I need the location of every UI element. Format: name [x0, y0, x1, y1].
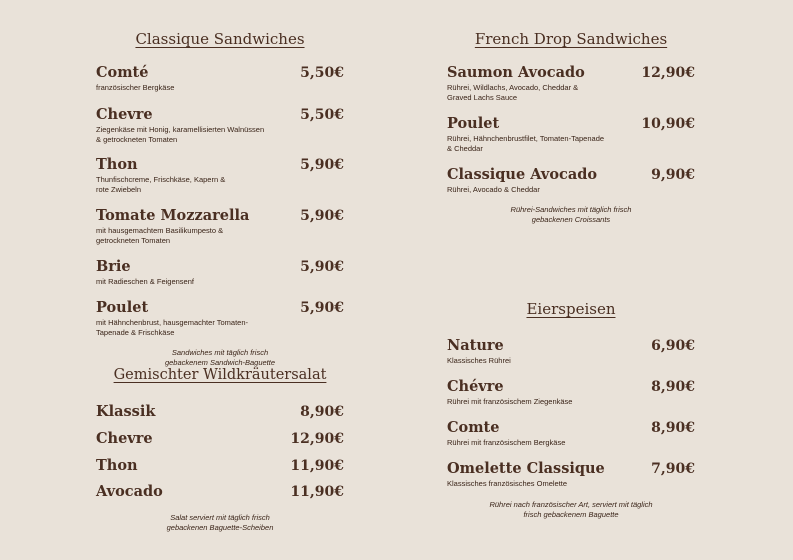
item-price: 11,90€ — [290, 484, 344, 500]
menu-item-chevre — [96, 106, 344, 144]
salad-item-avocado — [96, 483, 344, 500]
section-title-french-drop-sandwiches: French Drop Sandwiches — [474, 30, 668, 48]
item-description: mit Hähnchenbrust, hausgemachter Tomaten-Tapenade & Frischkäse — [96, 318, 249, 337]
menu-item-saumon-avocado — [447, 64, 695, 102]
item-description: mit hausgemachtem Basilikumpesto & getrockneten Tomaten — [96, 226, 224, 245]
salad-item-thon — [96, 457, 344, 474]
egg-item-nature — [447, 337, 695, 366]
item-name: Nature — [447, 337, 504, 354]
item-name: Thon — [96, 156, 138, 173]
item-name: Omelette Classique — [447, 460, 605, 477]
item-price: 8,90€ — [651, 379, 695, 395]
item-name: Comte — [447, 419, 500, 436]
item-price: 9,90€ — [651, 167, 695, 183]
item-name: Comté — [96, 64, 149, 81]
item-price: 11,90€ — [290, 458, 344, 474]
item-name: Klassik — [96, 403, 156, 420]
menu-item-comte — [96, 64, 344, 93]
item-description: Rührei mit französischem Ziegenkäse — [447, 397, 573, 406]
item-description: Rührei, Avocado & Cheddar — [447, 185, 540, 194]
item-name: Poulet — [447, 115, 500, 132]
item-price: 7,90€ — [651, 461, 695, 477]
item-name: Tomate Mozzarella — [96, 207, 250, 224]
item-price: 10,90€ — [641, 116, 695, 132]
item-price: 5,90€ — [300, 300, 344, 316]
item-name: Poulet — [96, 299, 149, 316]
item-name: Saumon Avocado — [447, 64, 585, 81]
section-title-wildkraeutersalat: Gemischter Wildkräutersalat — [113, 367, 327, 383]
item-description: Klassisches französisches Omelette — [447, 479, 568, 488]
classique-note: Sandwiches mit täglich frisch gebackenem Sandwich-Baguette — [164, 348, 276, 367]
item-name: Chévre — [447, 378, 504, 395]
item-description: Rührei, Wildlachs, Avocado, Cheddar & Graved Lachs Sauce — [447, 83, 579, 102]
item-price: 8,90€ — [651, 420, 695, 436]
item-name: Avocado — [96, 483, 163, 500]
item-description: Ziegenkäse mit Honig, karamellisierten Walnüssen & getrockneten Tomaten — [96, 125, 265, 144]
item-price: 8,90€ — [300, 404, 344, 420]
item-price: 5,50€ — [300, 107, 344, 123]
section-title-eierspeisen: Eierspeisen — [526, 300, 616, 318]
item-description: Thunfischcreme, Frischkäse, Kapern & rote Zwiebeln — [96, 175, 226, 194]
item-name: Classique Avocado — [447, 166, 598, 183]
item-name: Brie — [96, 258, 131, 275]
item-price: 12,90€ — [290, 431, 344, 447]
menu-item-poulet — [96, 299, 344, 337]
menu-item-brie — [96, 258, 344, 287]
french-drop-note: Rührei-Sandwiches mit täglich frisch gebackenen Croissants — [510, 205, 632, 224]
item-price: 5,90€ — [300, 208, 344, 224]
item-price: 5,90€ — [300, 157, 344, 173]
item-price: 6,90€ — [651, 338, 695, 354]
item-price: 5,50€ — [300, 65, 344, 81]
item-price: 5,90€ — [300, 259, 344, 275]
eier-note: Rührei nach französischer Art, serviert mit täglich frisch gebackenem Baguette — [489, 500, 653, 519]
salad-item-klassik — [96, 403, 344, 420]
menu-item-poulet-drop — [447, 115, 695, 153]
menu-item-classique-avocado — [447, 166, 695, 195]
item-description: Klassisches Rührei — [447, 356, 511, 365]
item-name: Thon — [96, 457, 138, 474]
salat-note: Salat serviert mit täglich frisch gebackenen Baguette-Scheiben — [166, 513, 274, 532]
menu-item-thon — [96, 156, 344, 194]
item-description: mit Radieschen & Feigensenf — [96, 277, 194, 286]
egg-item-comte — [447, 419, 695, 448]
item-description: Rührei, Hähnchenbrustfilet, Tomaten-Tapenade & Cheddar — [447, 134, 605, 153]
item-price: 12,90€ — [641, 65, 695, 81]
item-name: Chevre — [96, 430, 153, 447]
item-description: französischer Bergkäse — [96, 83, 175, 92]
menu-item-tomate-mozzarella — [96, 207, 344, 245]
item-description: Rührei mit französischem Bergkäse — [447, 438, 566, 447]
egg-item-omelette-classique — [447, 460, 695, 489]
salad-item-chevre — [96, 430, 344, 447]
item-name: Chevre — [96, 106, 153, 123]
egg-item-chevre — [447, 378, 695, 407]
section-title-classique-sandwiches: Classique Sandwiches — [135, 30, 305, 48]
